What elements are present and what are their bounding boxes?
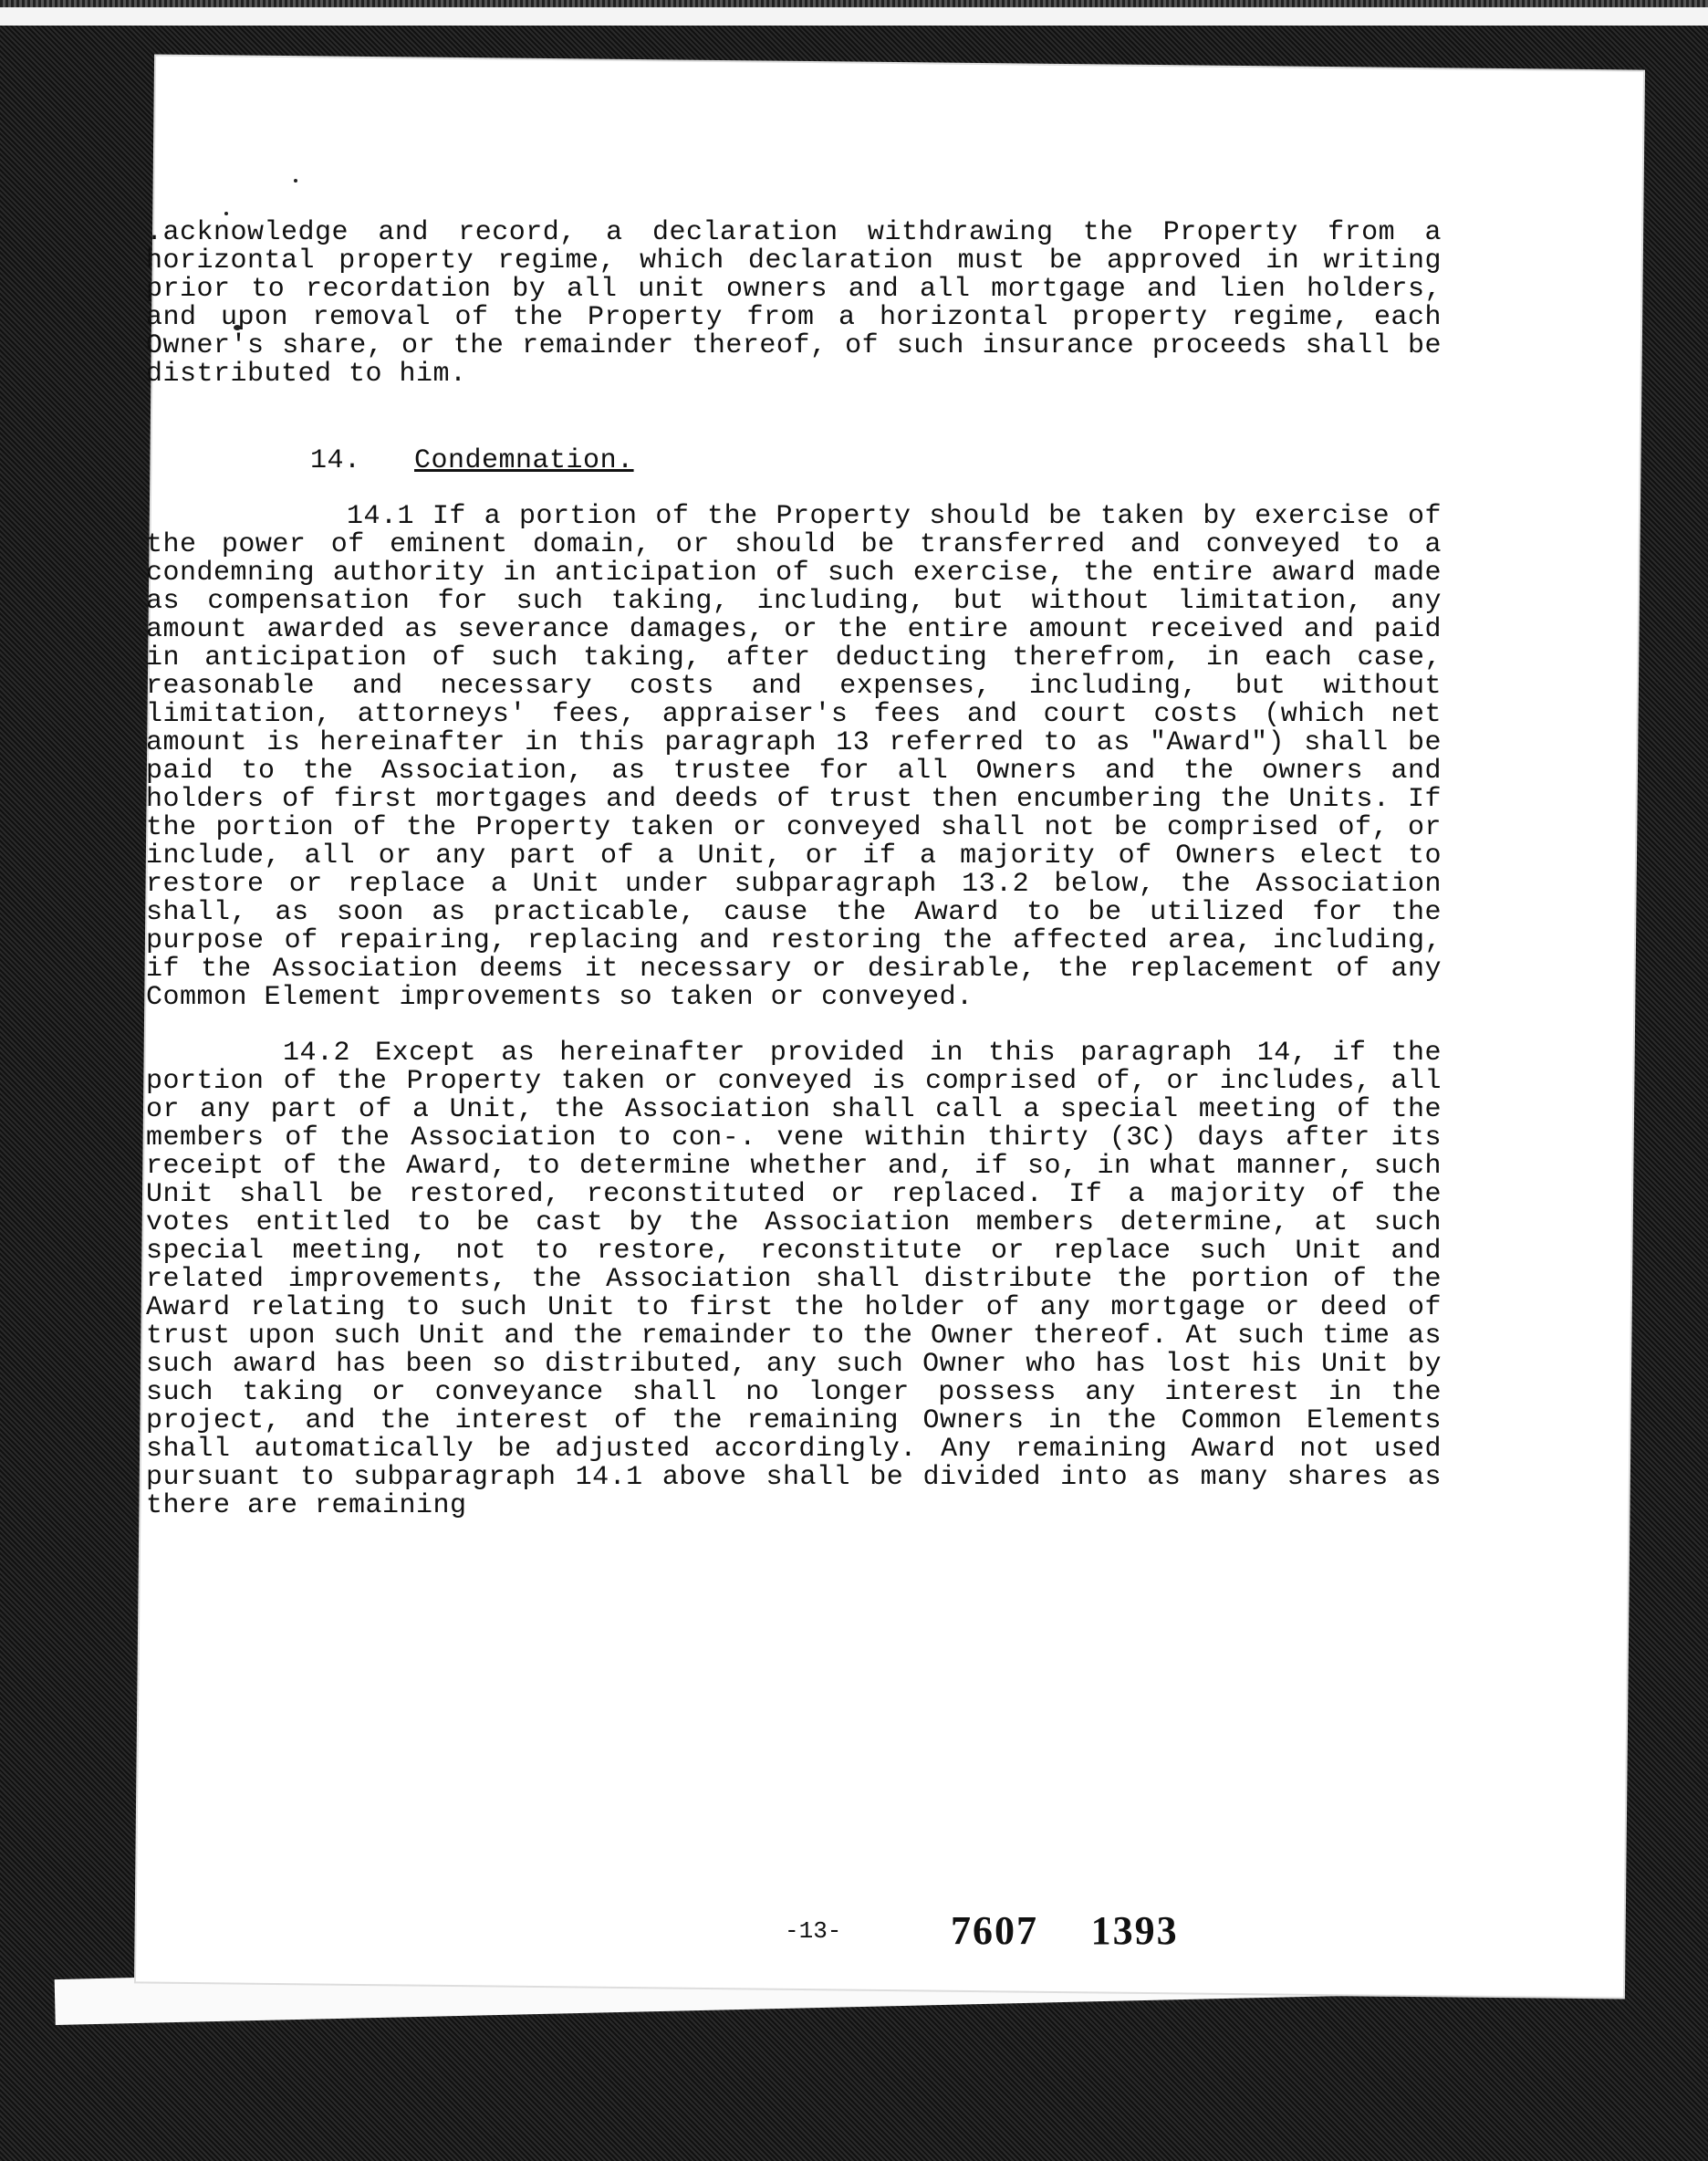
page-number: -13- xyxy=(785,1916,842,1945)
section-heading xyxy=(146,447,1442,475)
scan-speck xyxy=(294,179,297,183)
subsection-14-2: 14.2 Except as hereinafter provided in this paragraph 14, if the portion of the Property taken or conveyed is comprised of, or includes, all or any part of a Unit, the Association shall call a special meeting of the members of the Association to con-. vene within thirty (3C) days after its receipt of the Award, to determine whether and, if so, in what manner, such Unit shall be restored, reconstituted or replaced. If a majority of the votes entitled to be cast by the Association members determine, at such special meeting, not to restore, reconstitute or replace such Unit and related improvements, the Association shall distribute the portion of the Award relating to such Unit to first the holder of any mortgage or deed of trust upon such Unit and the remainder to the Owner thereof. At such time as such award has been so distributed, any such Owner who has lost his Unit by such taking or conveyance shall no longer possess any interest in the project, and the interest of the remaining Owners in the Common Elements shall automatically be adjusted accordingly. Any remaining Award not used pursuant to subparagraph 14.1 above shall be divided into as many shares as there are remaining xyxy=(146,1038,1442,1521)
recording-number-book: 7607 xyxy=(951,1908,1039,1953)
subsection-14-1: 14.1 If a portion of the Property should be taken by exercise of the power of eminent domain, or should be transferred and conveyed to a condemning authority in anticipation of such exercise, the entire award made as compensation for such taking, including, but without limitation, any amount awarded as severance damages, or the entire amount received and paid in anticipation of such taking, after deducting therefrom, in each case, reasonable and necessary costs and expenses, including, but without limitation, attorneys' fees, appraiser's fees and court costs (which net amount is hereinafter in this paragraph 13 referred to as "Award") shall be paid to the Association, as trustee for all Owners and the owners and holders of first mortgages and deeds of trust then encumbering the Units. If the portion of the Property taken or conveyed shall not be comprised of, or include, all or any part of a Unit, or if a majority of Owners elect to restore or replace a Unit under subparagraph 13.2 below, the Association shall, as soon as practicable, cause the Award to be utilized for the purpose of repairing, replacing and restoring the affected area, including, if the Association deems it necessary or desirable, the replacement of any Common Element improvements so taken or conveyed. xyxy=(146,501,1442,1013)
page-footer xyxy=(785,1907,1179,1954)
scan-top-noise xyxy=(0,0,1708,7)
section-number: 14. xyxy=(310,445,361,476)
section-title: Condemnation. xyxy=(414,445,634,476)
document-body xyxy=(146,219,1442,1548)
scan-speck xyxy=(224,212,228,215)
intro-paragraph: .acknowledge and record, a declaration withdrawing the Property from a horizontal property regime, which declaration must be approved in writing prior to recordation by all unit owners and all mortgage and lien holders, and upon removal of the Property from a horizontal property regime, each Owner's share, or the remainder thereof, of such insurance proceeds shall be distributed to him. xyxy=(146,217,1442,390)
recording-number-page: 1393 xyxy=(1090,1908,1179,1953)
